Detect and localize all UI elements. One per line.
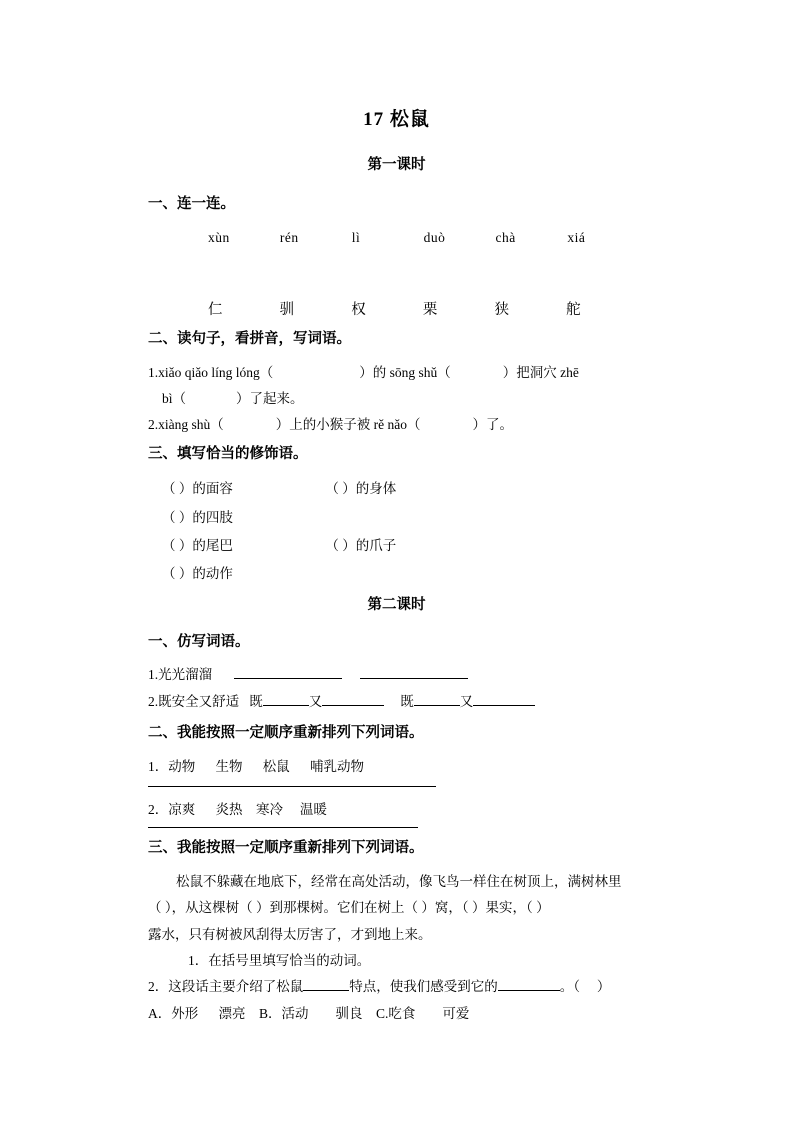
page-title: 17 松鼠: [363, 109, 430, 130]
reading-passage-line-2: （ ），从这棵树（ ）到那棵树。它们在树上（ ）窝，（ ）果实，（ ）: [148, 900, 550, 916]
p2-s3-options: A．外形 漂亮 B．活动 驯良 C.吃食 可爱: [148, 1005, 470, 1021]
q1-part-c: ）把洞穴 zhē: [502, 364, 579, 380]
modifier-blank: （ ）的动作: [162, 566, 233, 582]
p2-s3-question-1: 1．在括号里填写恰当的动词。: [188, 953, 371, 968]
q1-part-b: ）的 sōng shǔ（: [359, 364, 451, 380]
imitate-phrase-b: 又: [308, 693, 323, 709]
modifier-blank: （ ）的尾巴: [162, 537, 233, 553]
character-item: 栗: [422, 301, 438, 318]
character-item: 权: [351, 301, 366, 318]
p2-s2-item-1: 1．动物 生物 松鼠 哺乳动物: [148, 758, 364, 774]
section-2-line-1: [148, 360, 645, 386]
pinyin-item: lì: [351, 229, 361, 245]
q2-text-b: 特点，使我们感受到它的: [349, 979, 498, 995]
q1-part-d: bì（: [162, 390, 187, 406]
p2-s3-question-2: [148, 974, 645, 1000]
character-item: 舵: [566, 301, 581, 318]
q2-part-b: ）上的小猴子被 rě nǎo（: [275, 417, 421, 433]
answer-blank[interactable]: [360, 665, 468, 680]
character-item: 狭: [494, 301, 509, 318]
section-2-title: 二、读句子，看拼音，写词语。: [148, 330, 351, 347]
imitate-phrase-c: 既: [400, 693, 414, 709]
q2-text-a: 2．这段话主要介绍了松鼠: [148, 979, 304, 995]
modifier-row-2: [148, 532, 645, 589]
modifier-blank: （ ）的身体: [325, 481, 397, 497]
imitate-phrase-d: 又: [459, 693, 474, 709]
answer-blank[interactable]: [303, 977, 349, 992]
q2-part-c: ）了。: [472, 417, 513, 433]
p2-section-1-title: 一、仿写词语。: [148, 633, 250, 650]
reading-passage-line-3: 露水，只有树被风刮得太厉害了，才到地上来。: [148, 926, 432, 942]
pinyin-item: xùn: [208, 229, 230, 245]
section-1-title: 一、连一连。: [148, 196, 235, 212]
period-2-heading: 第二课时: [367, 596, 426, 613]
p2-s2-item-2: 2．凉爽 炎热 寒冷 温暖: [148, 802, 327, 817]
p2-section-3-title: 三、我能按照一定顺序重新排列下列词语。: [148, 840, 424, 857]
imitate-word-label: 1.光光溜溜: [148, 667, 213, 683]
answer-rule[interactable]: [148, 786, 436, 787]
pinyin-item: chà: [495, 229, 516, 245]
character-row: [148, 298, 645, 319]
modifier-blank: （ ）的四肢: [162, 509, 233, 525]
period-1-heading: 第一课时: [367, 157, 426, 173]
modifier-blank: （ ）的面容: [162, 481, 233, 497]
answer-blank[interactable]: [322, 691, 384, 706]
answer-blank[interactable]: [473, 691, 535, 706]
pinyin-item: xiá: [567, 229, 586, 245]
section-3-title: 三、填写恰当的修饰语。: [148, 446, 308, 463]
answer-blank[interactable]: [414, 691, 460, 706]
p2-s1-item-2: [148, 689, 645, 715]
character-item: 仁: [208, 301, 223, 318]
answer-blank[interactable]: [234, 665, 342, 680]
answer-blank[interactable]: [263, 691, 309, 706]
answer-blank[interactable]: [498, 977, 560, 992]
p2-s1-item-1: [148, 662, 645, 688]
character-item: 驯: [279, 301, 295, 318]
pinyin-item: duò: [423, 229, 446, 245]
q1-part-e: ）了起来。: [236, 390, 304, 406]
q2-part-a: 2.xiàng shù（: [148, 417, 224, 433]
section-2-line-2: [148, 386, 645, 412]
p2-section-2-title: 二、我能按照一定顺序重新排列下列词语。: [148, 724, 424, 741]
pinyin-row: [148, 230, 645, 246]
imitate-phrase-a: 2.既安全又舒适 既: [148, 693, 263, 709]
section-2-line-3: [148, 412, 645, 438]
q1-part-a: 1.xiǎo qiǎo líng lóng（: [148, 364, 274, 380]
reading-passage-line-1: 松鼠不躲藏在地底下，经常在高处活动，像飞鸟一样住在树顶上，满树林里: [176, 874, 622, 890]
answer-rule[interactable]: [148, 827, 418, 828]
pinyin-item: rén: [279, 229, 299, 245]
modifier-row-1: [148, 475, 645, 532]
q2-text-c: 。（ ）: [559, 979, 611, 995]
modifier-blank: （ ）的爪子: [325, 537, 397, 553]
